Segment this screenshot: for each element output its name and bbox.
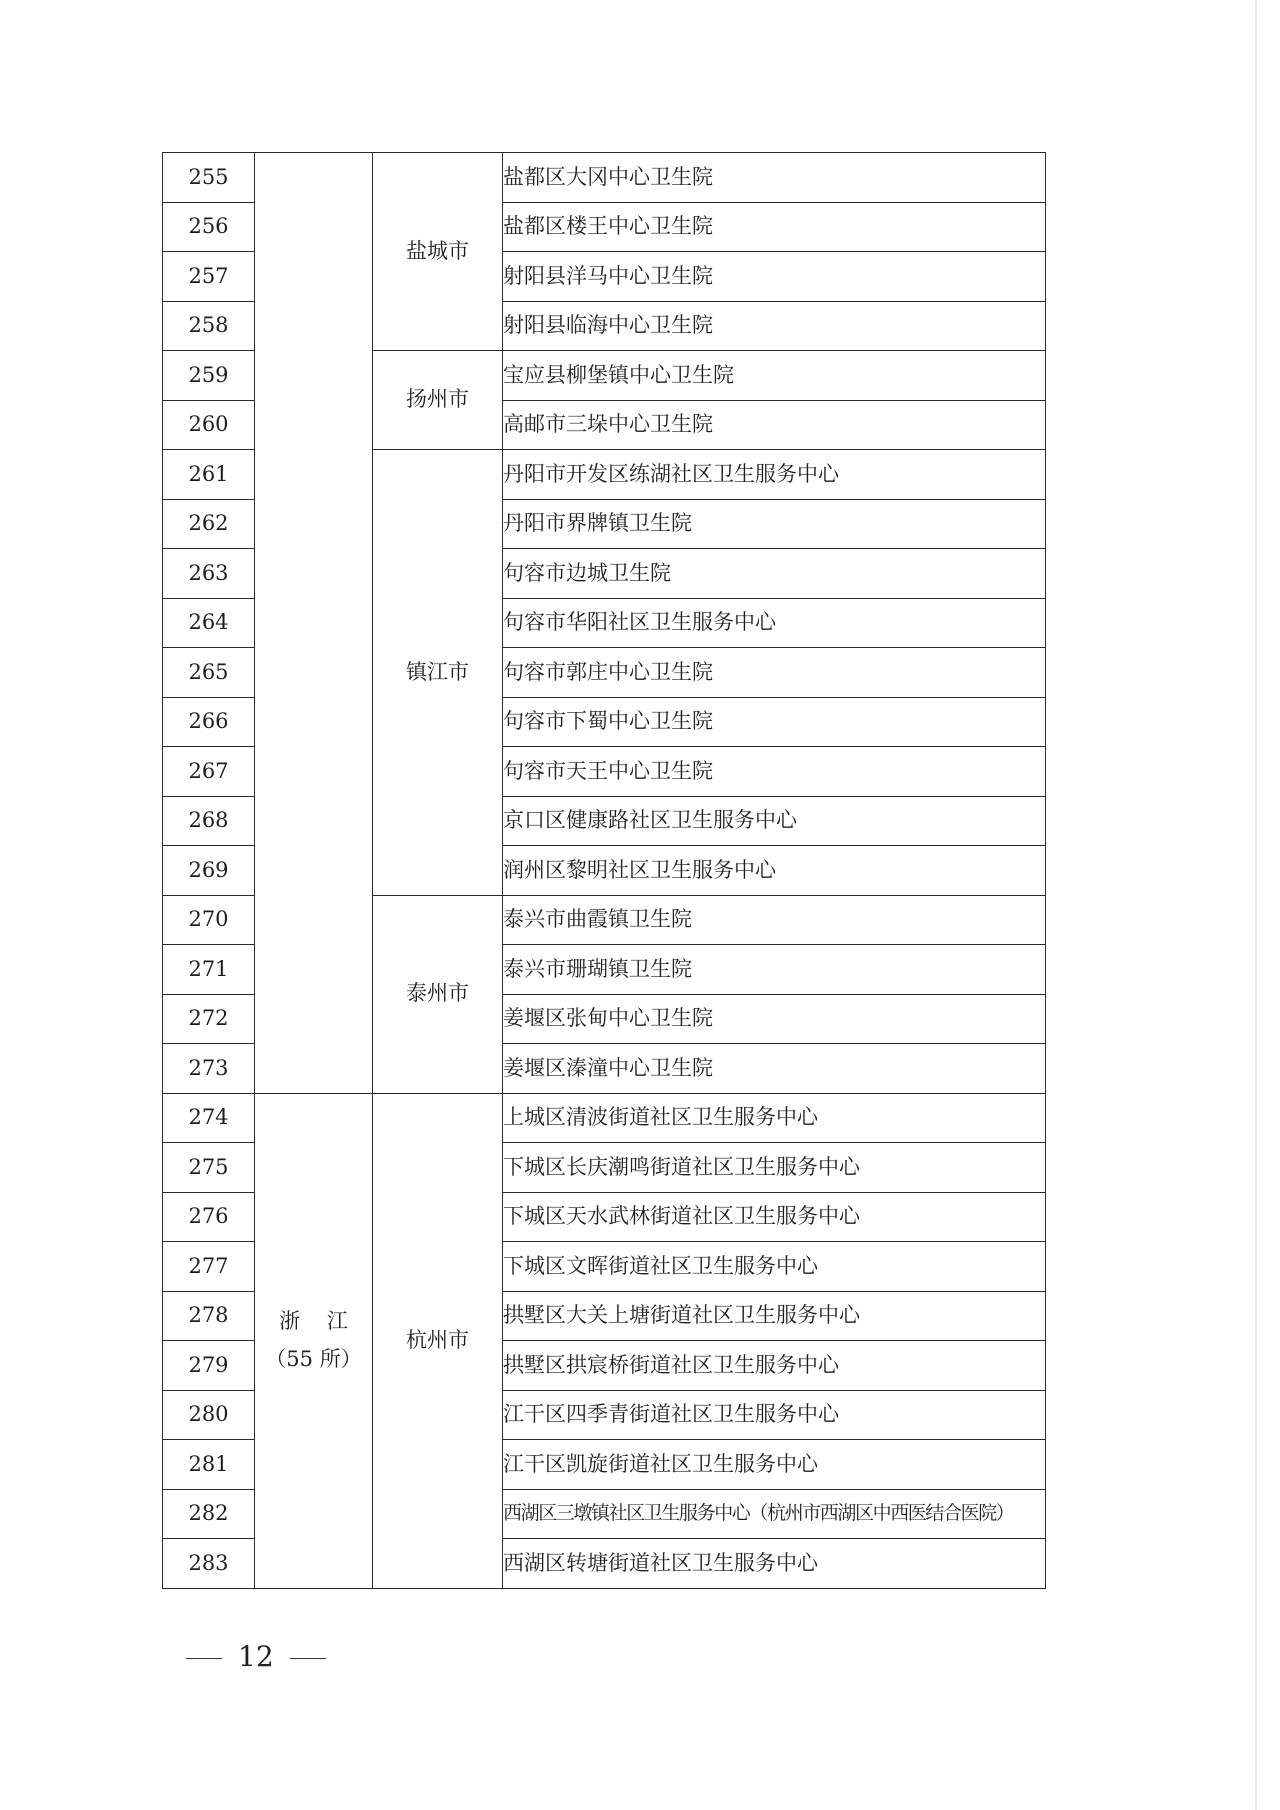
institution-name: 高邮市三垛中心卫生院: [503, 400, 1046, 450]
institution-name: 拱墅区大关上塘街道社区卫生服务中心: [503, 1291, 1046, 1341]
institution-name: 泰兴市珊瑚镇卫生院: [503, 945, 1046, 995]
institution-name: 丹阳市开发区练湖社区卫生服务中心: [503, 450, 1046, 500]
institution-name: 盐都区楼王中心卫生院: [503, 202, 1046, 252]
row-number: 270: [163, 895, 255, 945]
page-number-dash-left: [186, 1658, 222, 1660]
institution-name: 西湖区三墩镇社区卫生服务中心（杭州市西湖区中西医结合医院）: [503, 1489, 1046, 1539]
row-number: 255: [163, 153, 255, 203]
institution-name: 润州区黎明社区卫生服务中心: [503, 846, 1046, 896]
row-number: 268: [163, 796, 255, 846]
row-number: 274: [163, 1093, 255, 1143]
city-cell-zhenjiang: 镇江市: [373, 450, 503, 896]
institution-name: 下城区文晖街道社区卫生服务中心: [503, 1242, 1046, 1292]
city-cell-yancheng: 盐城市: [373, 153, 503, 351]
row-number: 259: [163, 351, 255, 401]
row-number: 279: [163, 1341, 255, 1391]
institution-name: 句容市边城卫生院: [503, 549, 1046, 599]
province-name: 浙 江: [279, 1309, 358, 1334]
row-number: 281: [163, 1440, 255, 1490]
hospital-list-table: [162, 152, 1046, 1589]
province-cell-jiangsu: [255, 153, 373, 1094]
institution-name: 句容市下蜀中心卫生院: [503, 697, 1046, 747]
table-row: [163, 1093, 1046, 1143]
institution-name: 丹阳市界牌镇卫生院: [503, 499, 1046, 549]
row-number: 271: [163, 945, 255, 995]
institution-name: 拱墅区拱宸桥街道社区卫生服务中心: [503, 1341, 1046, 1391]
row-number: 260: [163, 400, 255, 450]
institution-name: 句容市天王中心卫生院: [503, 747, 1046, 797]
institution-name: 下城区天水武林街道社区卫生服务中心: [503, 1192, 1046, 1242]
institution-name: 射阳县洋马中心卫生院: [503, 252, 1046, 302]
row-number: 277: [163, 1242, 255, 1292]
province-count: （55 所）: [265, 1346, 362, 1371]
row-number: 263: [163, 549, 255, 599]
institution-name: 盐都区大冈中心卫生院: [503, 153, 1046, 203]
province-cell-zhejiang: [255, 1093, 373, 1588]
institution-name: 下城区长庆潮鸣街道社区卫生服务中心: [503, 1143, 1046, 1193]
row-number: 275: [163, 1143, 255, 1193]
row-number: 261: [163, 450, 255, 500]
page-number-value: 12: [238, 1640, 274, 1673]
row-number: 283: [163, 1539, 255, 1589]
row-number: 266: [163, 697, 255, 747]
institution-name: 射阳县临海中心卫生院: [503, 301, 1046, 351]
institution-name: 江干区凯旋街道社区卫生服务中心: [503, 1440, 1046, 1490]
row-number: 262: [163, 499, 255, 549]
row-number: 264: [163, 598, 255, 648]
page-edge-shadow: [1255, 0, 1257, 1810]
row-number: 273: [163, 1044, 255, 1094]
institution-name: 西湖区转塘街道社区卫生服务中心: [503, 1539, 1046, 1589]
row-number: 280: [163, 1390, 255, 1440]
city-cell-yangzhou: 扬州市: [373, 351, 503, 450]
page-number: [170, 1640, 342, 1673]
row-number: 276: [163, 1192, 255, 1242]
page-number-dash-right: [290, 1658, 326, 1660]
row-number: 257: [163, 252, 255, 302]
row-number: 272: [163, 994, 255, 1044]
institution-name: 泰兴市曲霞镇卫生院: [503, 895, 1046, 945]
institution-name: 姜堰区张甸中心卫生院: [503, 994, 1046, 1044]
city-cell-taizhou: 泰州市: [373, 895, 503, 1093]
institution-name: 宝应县柳堡镇中心卫生院: [503, 351, 1046, 401]
institution-name: 京口区健康路社区卫生服务中心: [503, 796, 1046, 846]
institution-name: 句容市郭庄中心卫生院: [503, 648, 1046, 698]
institution-name: 江干区四季青街道社区卫生服务中心: [503, 1390, 1046, 1440]
city-cell-hangzhou: 杭州市: [373, 1093, 503, 1588]
row-number: 278: [163, 1291, 255, 1341]
row-number: 267: [163, 747, 255, 797]
row-number: 282: [163, 1489, 255, 1539]
table-row: [163, 153, 1046, 203]
institution-name: 上城区清波街道社区卫生服务中心: [503, 1093, 1046, 1143]
row-number: 256: [163, 202, 255, 252]
row-number: 258: [163, 301, 255, 351]
row-number: 265: [163, 648, 255, 698]
institution-name: 句容市华阳社区卫生服务中心: [503, 598, 1046, 648]
row-number: 269: [163, 846, 255, 896]
institution-name: 姜堰区溱潼中心卫生院: [503, 1044, 1046, 1094]
